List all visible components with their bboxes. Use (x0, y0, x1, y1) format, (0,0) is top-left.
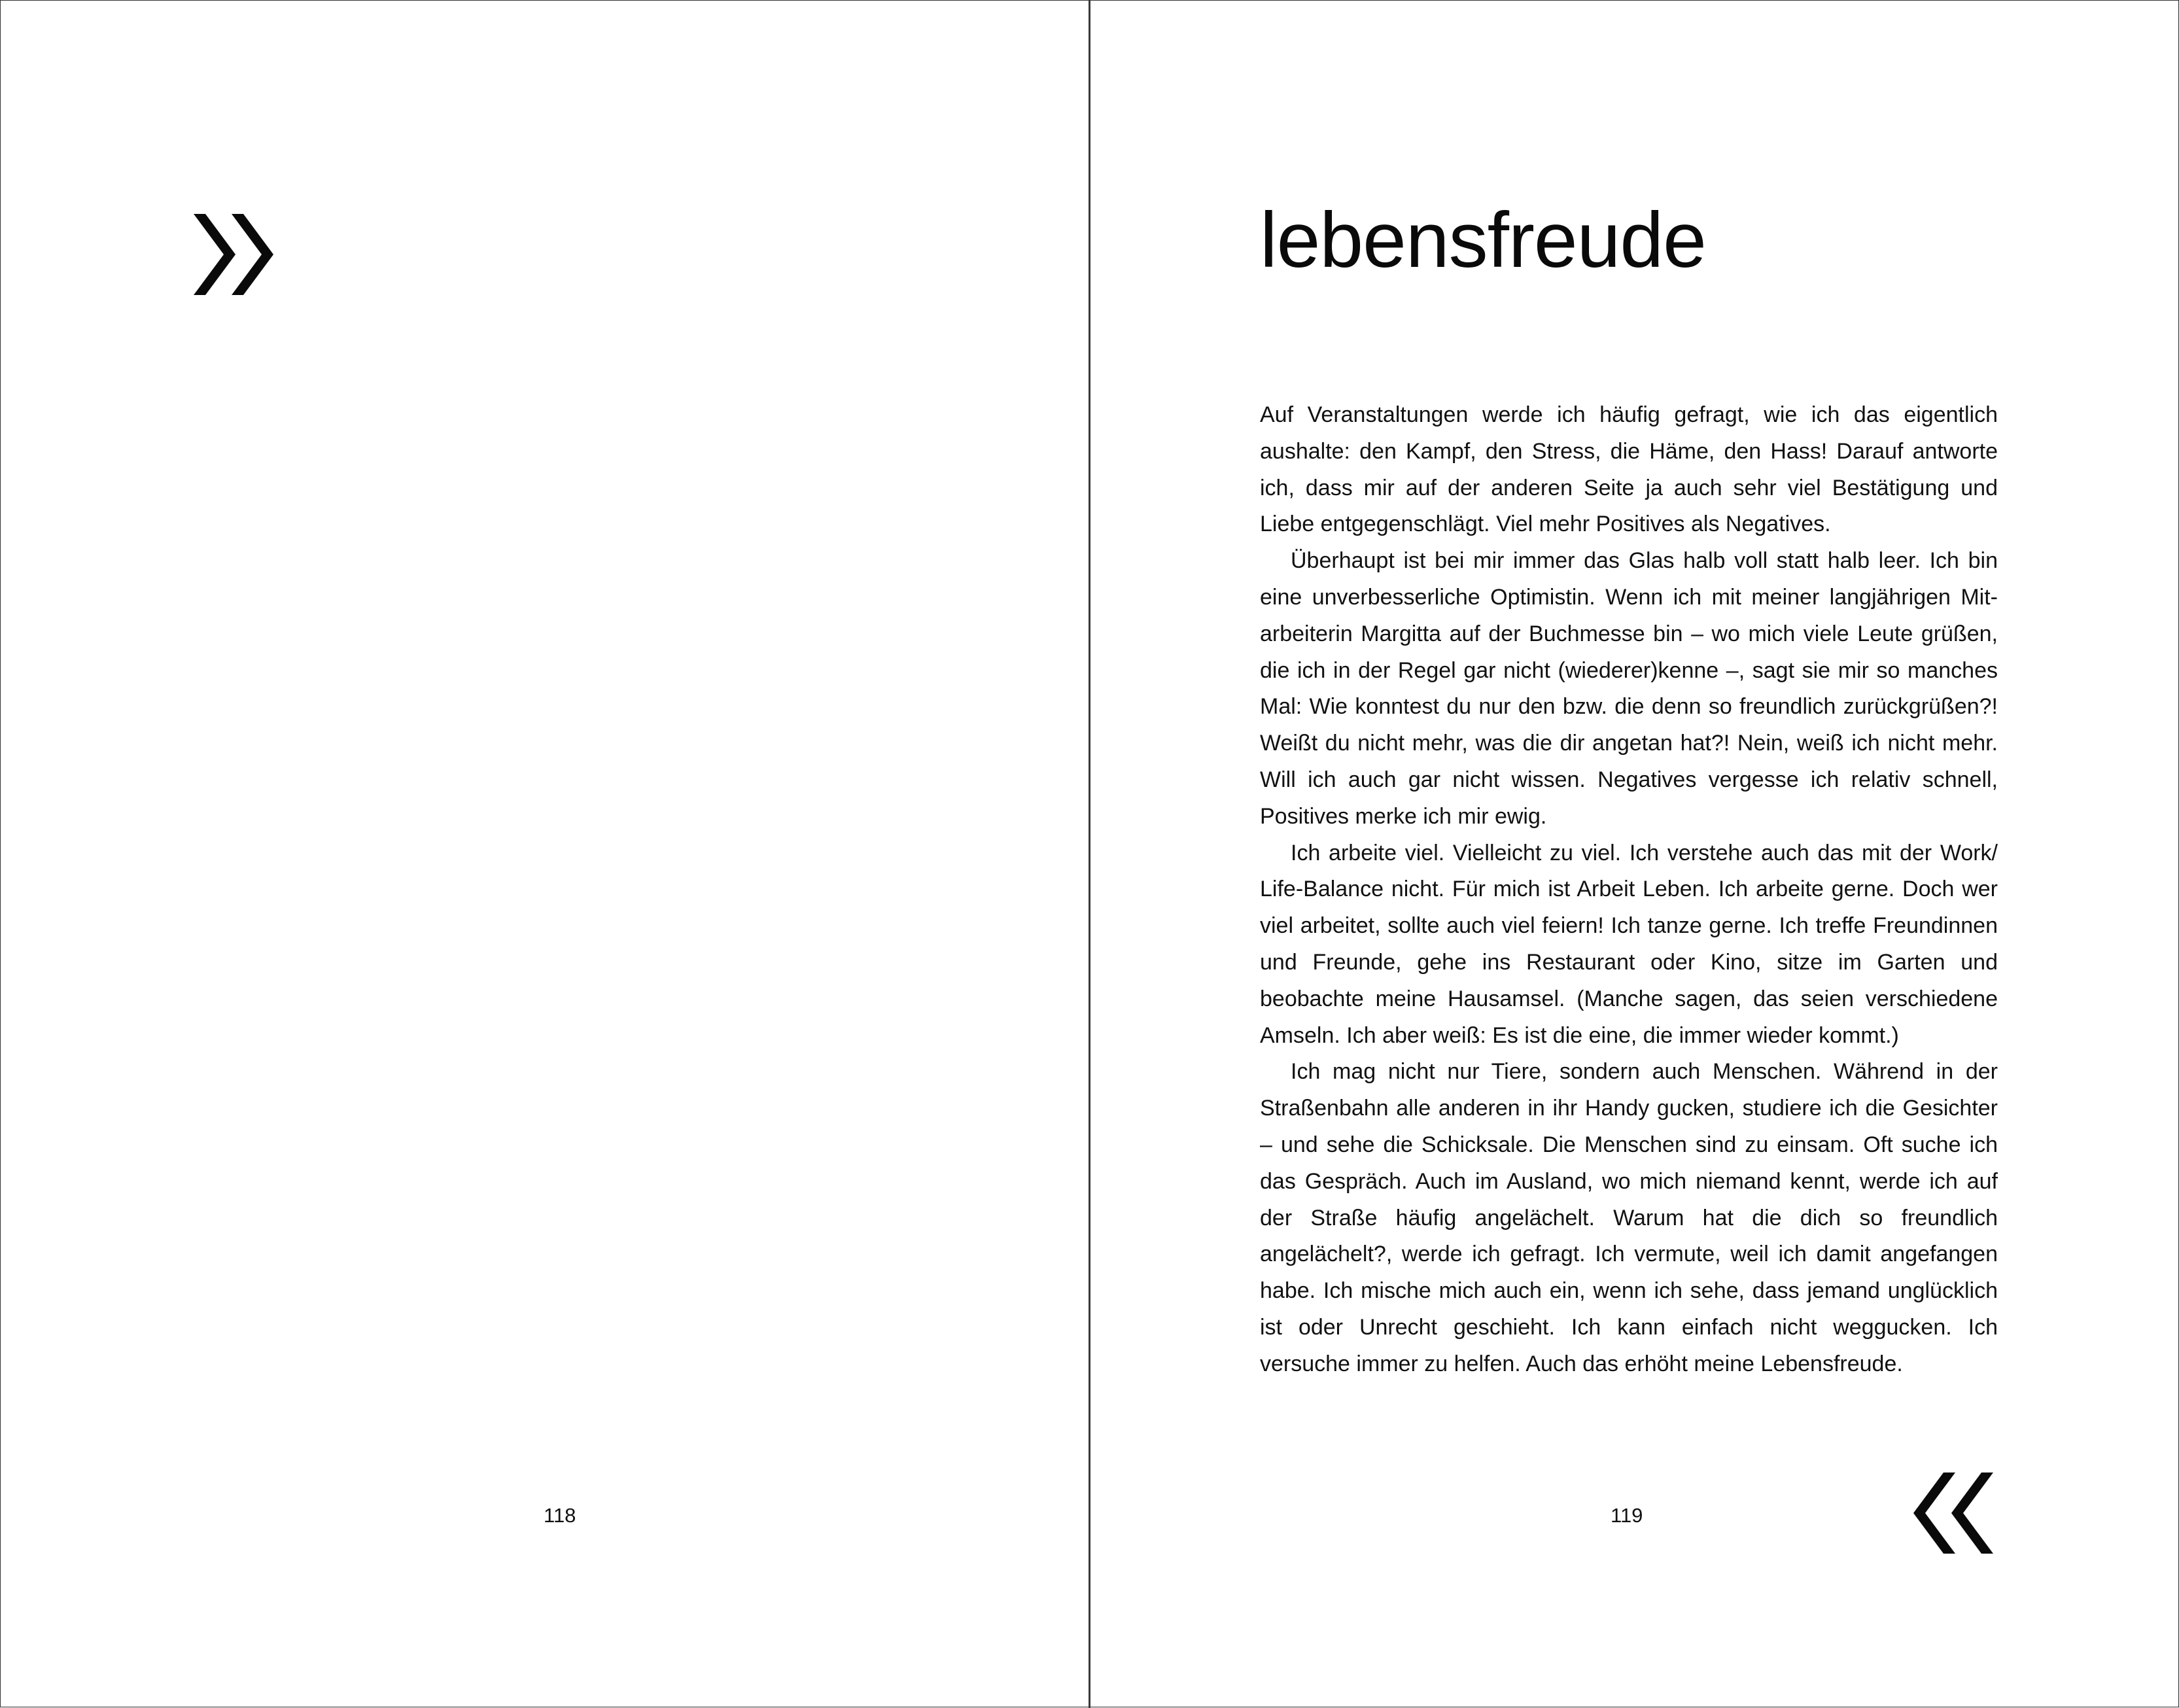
left-page (1, 1, 1089, 1708)
chapter-title: lebensfreude (1260, 196, 1706, 284)
body-text (1260, 397, 1998, 1383)
paragraph-3: Ich arbeite viel. Vielleicht zu viel. Ich verstehe auch das mit der Work/​Life-Balance nicht. Für mich ist Arbeit Leben. Ich arbeite gerne. Doch wer viel arbeitet, sollte auch viel feiern! Ich tanze gerne. Ich treffe Freundinnen und Freunde, gehe ins Restaurant oder Kino, sitze im Garten und beobachte meine Hausamsel. (Manche sagen, das seien verschiedene Amseln. Ich aber weiß: Es ist die eine, die immer wieder kommt.) (1260, 840, 1998, 1048)
closing-guillemet-icon (1913, 1473, 1995, 1554)
paragraph-2: Überhaupt ist bei mir immer das Glas halb voll statt halb leer. Ich bin eine unverbesserliche Optimistin. Wenn ich mit meiner langjährigen Mitarbeiterin Margitta auf der Buchmesse bin – wo mich viele Leute grüßen, die ich in der Regel gar nicht (wiederer)kenne –, sagt sie mir so manches Mal: Wie konntest du nur den bzw. die denn so freundlich zurückgrüßen?! Weißt du nicht mehr, was die dir angetan hat?! Nein, weiß ich nicht mehr. Will ich auch gar nicht wissen. Negatives vergesse ich relativ schnell, Positives merke ich mir ewig. (1260, 548, 1998, 829)
paragraph-4: Ich mag nicht nur Tiere, sondern auch Menschen. Während in der Straßenbahn alle anderen in ihr Handy gucken, studiere ich die Gesichter – und sehe die Schicksale. Die Menschen sind zu einsam. Oft suche ich das Gespräch. Auch im Ausland, wo mich niemand kennt, werde ich auf der Straße häufig angelächelt. Warum hat die dich so freundlich angelächelt?, werde ich gefragt. Ich vermute, weil ich damit angefangen habe. Ich mische mich auch ein, wenn ich sehe, dass jemand unglücklich ist oder Unrecht geschieht. Ich kann einfach nicht weggucken. Ich versuche immer zu helfen. Auch das erhöht meine Lebensfreude. (1260, 1059, 1998, 1376)
page-number-left: 118 (544, 1504, 576, 1527)
page-number-right: 119 (1611, 1504, 1643, 1527)
right-page (1090, 1, 2179, 1708)
paragraph-1: Auf Veranstaltungen werde ich häufig gefragt, wie ich das eigentlich aushalte: den Kampf, den Stress, die Häme, den Hass! Darauf antworte ich, dass mir auf der anderen Seite ja auch sehr viel Bestätigung und Liebe entgegenschlägt. Viel mehr Positives als Negatives. (1260, 402, 1998, 537)
opening-guillemet-icon (194, 214, 275, 295)
